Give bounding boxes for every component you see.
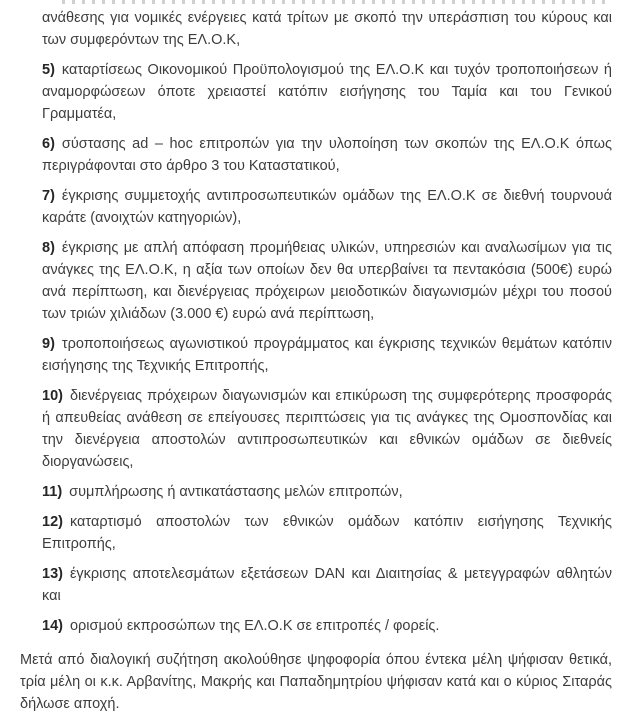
- item-text: διενέργειας πρόχειρων διαγωνισμών και επικύρωση της συμφερότερης προσφοράς ή απευθείας ανάθεση σε επείγουσες περιπτώσεις για τις ανάγκες της Ομοσπονδίας και την διενέργεια αποστολών αντιπροσωπευτικών και εθνικών ομάδων σε διεθνείς διοργανώσεις,: [42, 388, 612, 470]
- item-text: τροποποιήσεως αγωνιστικού προγράμματος και έγκρισης τεχνικών θεμάτων κατόπιν εισήγησης της Τεχνικής Επιτροπής,: [42, 336, 612, 374]
- paragraph-continuation: ανάθεσης για νομικές ενέργειες κατά τρίτων με σκοπό την υπεράσπιση του κύρους και των συμφερόντων της ΕΛ.Ο.Κ,: [42, 10, 612, 48]
- paragraph-closing: Μετά από διαλογική συζήτηση ακολούθησε ψηφοφορία όπου έντεκα μέλη ψήφισαν θετικά, τρία μέλη οι κ.κ. Αρβανίτης, Μακρής και Παπαδημητρίου ψήφισαν κατά και ο κύριος Σιταράς δήλωσε αποχή.: [20, 652, 612, 712]
- item-number: 11): [42, 484, 63, 500]
- clipped-text-remnant: [62, 0, 612, 4]
- item-number: 13): [42, 566, 63, 582]
- item-text: συμπλήρωσης ή αντικατάστασης μελών επιτροπών,: [69, 484, 403, 500]
- list-item-5: [42, 59, 612, 125]
- list-item-12: [42, 511, 612, 555]
- list-item-11: [42, 481, 612, 503]
- item-number: 5): [42, 62, 55, 78]
- list-item-7: [42, 185, 612, 229]
- item-text: έγκρισης αποτελεσμάτων εξετάσεων DAN και Διαιτησίας & μετεγγραφών αθλητών και: [42, 566, 612, 604]
- list-item-13: [42, 563, 612, 607]
- item-text: καταρτισμό αποστολών των εθνικών ομάδων κατόπιν εισήγησης Τεχνικής Επιτροπής,: [42, 514, 612, 552]
- item-text: έγκρισης με απλή απόφαση προμήθειας υλικών, υπηρεσιών και αναλωσίμων για τις ανάγκες της ΕΛ.Ο.Κ, η αξία των οποίων δεν θα υπερβαίνει τα πεντακόσια (500€) ευρώ ανά περίπτωση, και διενέργειας πρόχειρων μειοδοτικών διαγωνισμών μέχρι του ποσού των τριών χιλιάδων (3.000 €) ευρώ ανά περίπτωση,: [42, 240, 612, 322]
- list-item-14: [42, 615, 612, 637]
- item-number: 14): [42, 618, 63, 634]
- list-item-10: [42, 385, 612, 473]
- item-number: 7): [42, 188, 55, 204]
- item-text: έγκρισης συμμετοχής αντιπροσωπευτικών ομάδων της ΕΛ.Ο.Κ σε διεθνή τουρνουά καράτε (ανοιχτών κατηγοριών),: [42, 188, 612, 226]
- item-text: ορισμού εκπροσώπων της ΕΛ.Ο.Κ σε επιτροπές / φορείς.: [69, 618, 440, 634]
- item-text: σύστασης ad – hoc επιτροπών για την υλοποίηση των σκοπών της ΕΛ.Ο.Κ όπως περιγράφονται στο άρθρο 3 του Καταστατικού,: [42, 136, 612, 174]
- item-number: 12): [42, 514, 63, 530]
- item-text: καταρτίσεως Οικονομικού Προϋπολογισμού της ΕΛ.Ο.Κ και τυχόν τροποποιήσεων ή αναμορφώσεων όποτε χρειαστεί κατόπιν εισήγησης του Ταμία και του Γενικού Γραμματέα,: [42, 62, 612, 122]
- item-number: 10): [42, 388, 63, 404]
- item-number: 8): [42, 240, 55, 256]
- list-item-8: [42, 237, 612, 325]
- list-item-6: [42, 133, 612, 177]
- item-number: 9): [42, 336, 55, 352]
- list-item-9: [42, 333, 612, 377]
- item-number: 6): [42, 136, 55, 152]
